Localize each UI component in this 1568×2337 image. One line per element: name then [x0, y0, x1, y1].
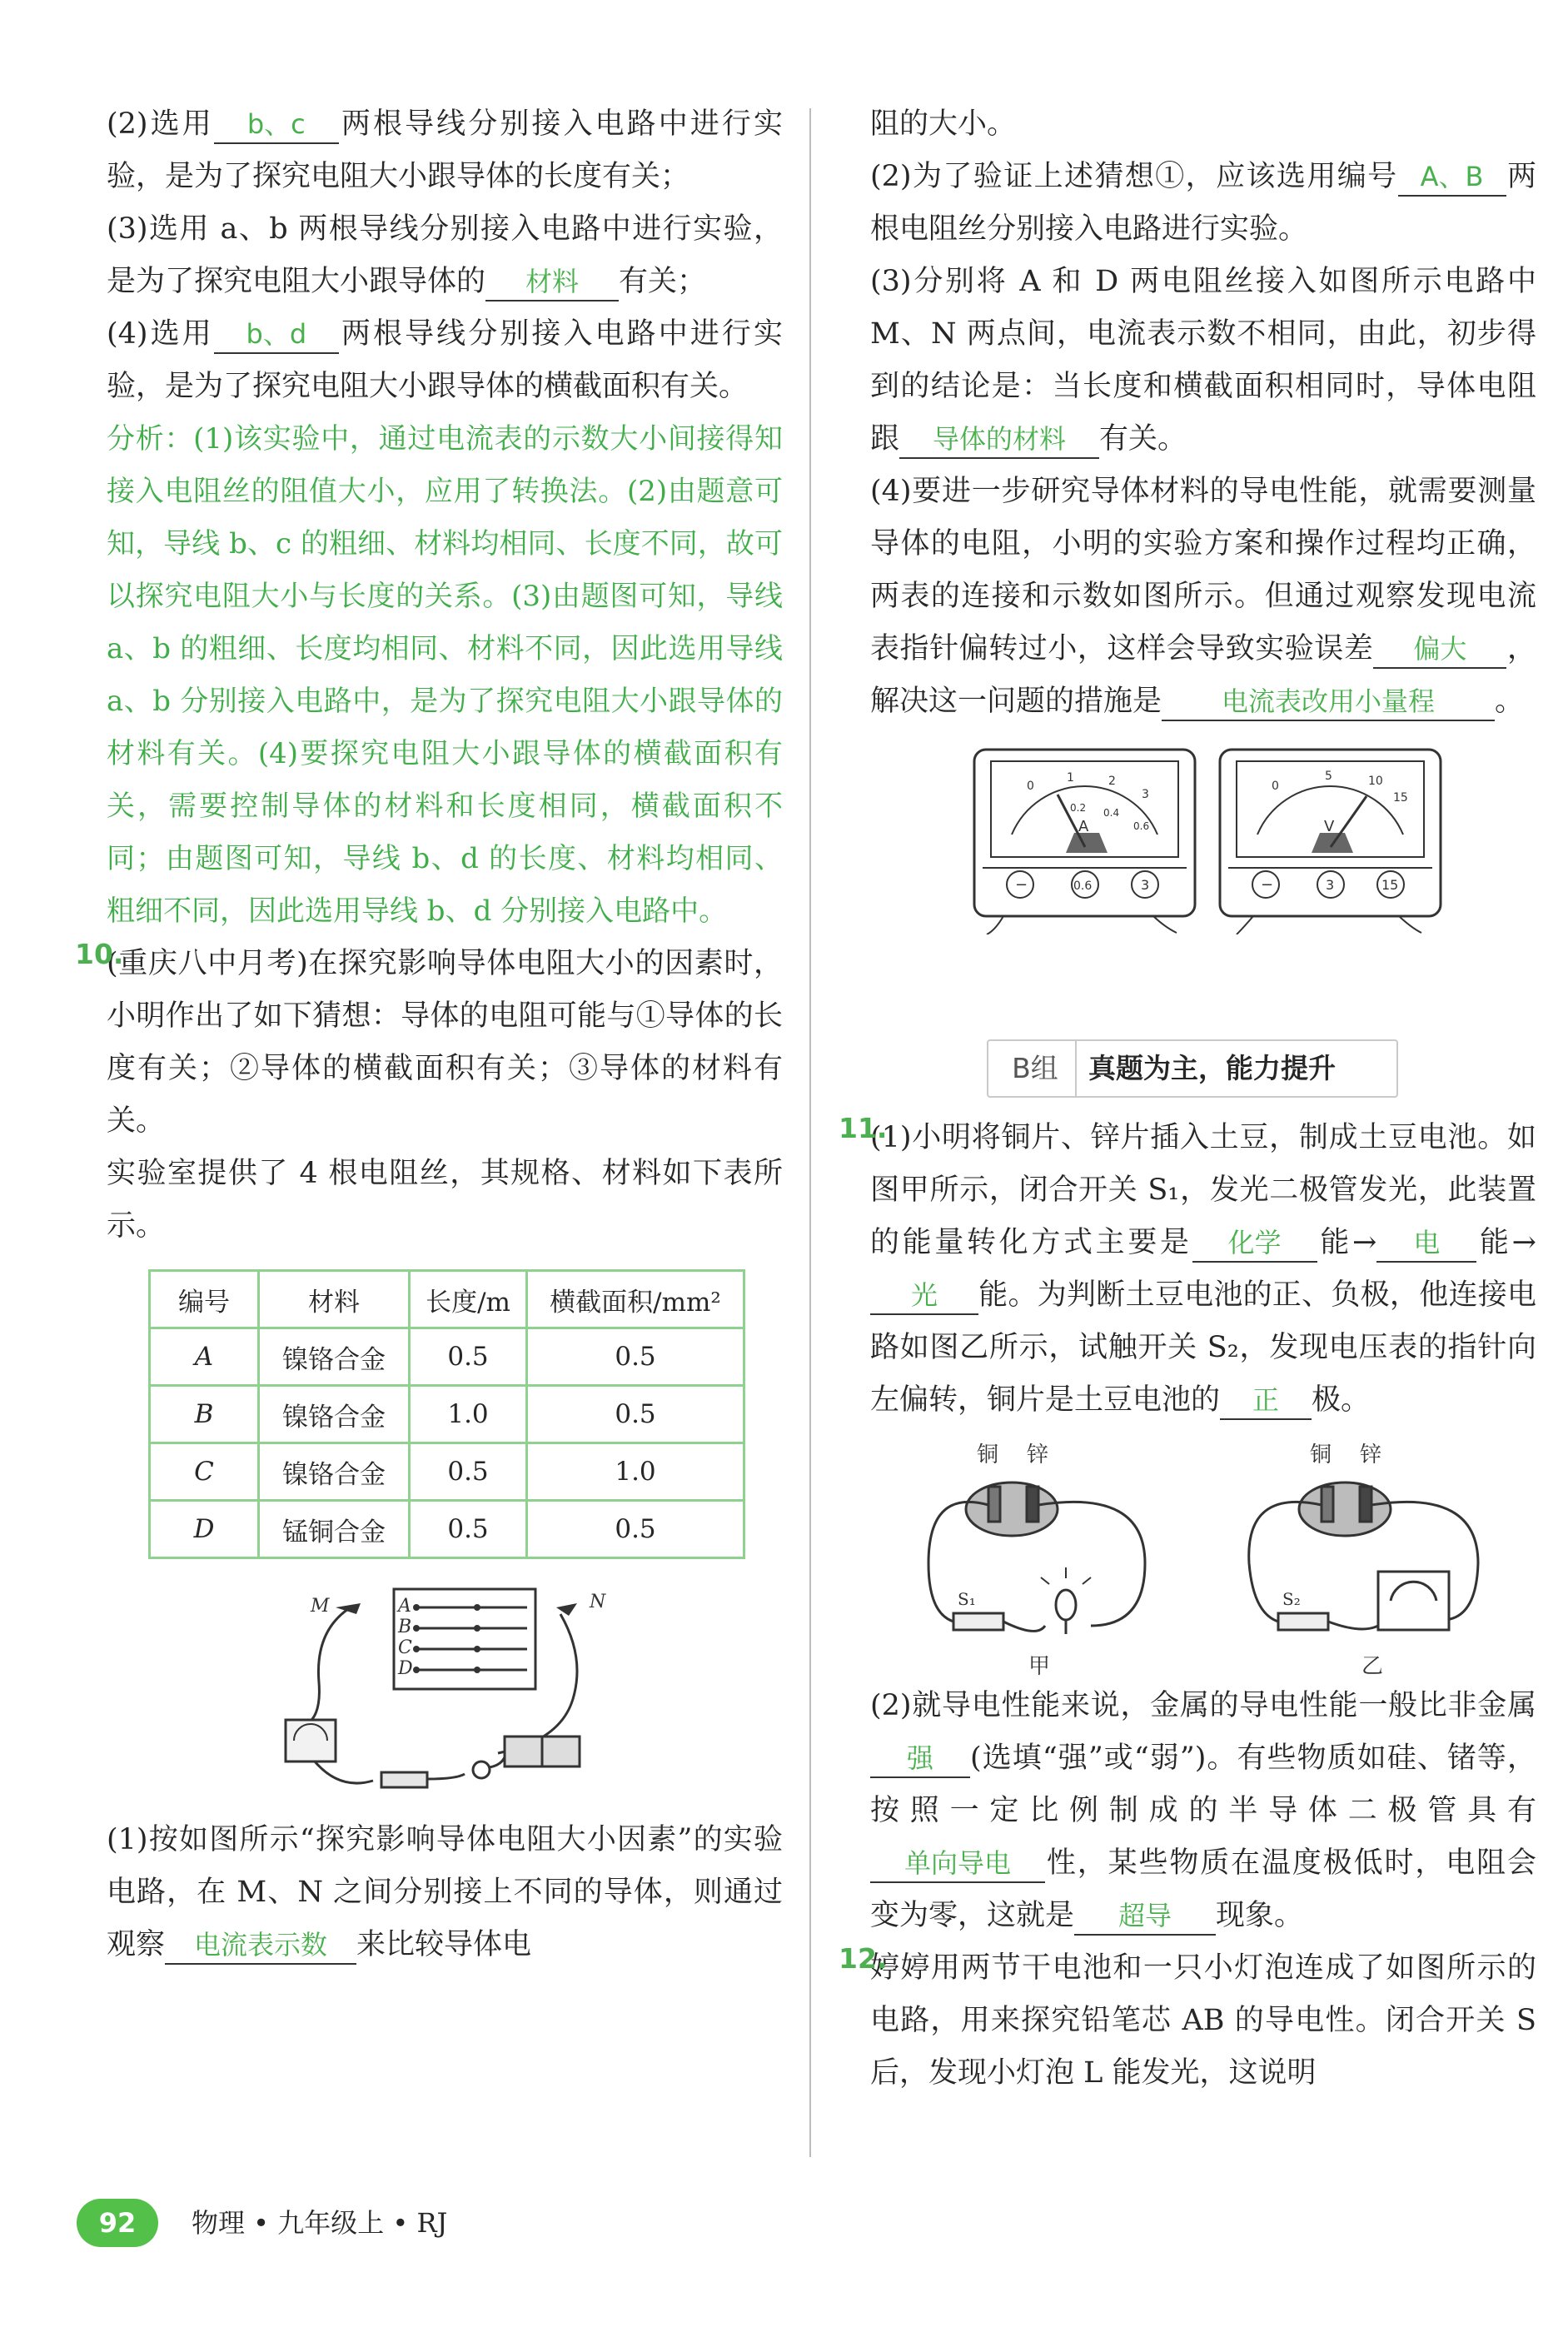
figure-yi-label: 乙	[1361, 1654, 1384, 1679]
table-cell: 0.5	[527, 1501, 744, 1558]
ammeter-letter: A	[1078, 818, 1089, 835]
switch-s2-label: S₂	[1282, 1589, 1301, 1609]
question-number: 12.	[839, 1942, 888, 1975]
section-title: 真题为主，能力提升	[1088, 1052, 1336, 1084]
answer-blank: 导体的材料	[899, 421, 1099, 459]
answer-blank: 电	[1376, 1224, 1476, 1263]
terminal-label: 15	[1381, 877, 1399, 893]
zinc-label: 锌	[1027, 1443, 1049, 1467]
voltmeter-tick: 5	[1325, 770, 1332, 783]
q10-part3: (3)分别将 A 和 D 两电阻丝接入如图所示电路中 M、N 两点间，电流表示数不相同，由此，初步得到的结论是：当长度和横截面积相同时，导体电阻跟 导体的材料 有关。	[870, 256, 1536, 466]
answer-blank: 偏大	[1373, 630, 1506, 669]
answer-blank: 强	[870, 1740, 970, 1778]
q11-part1: (1)小明将铜片、锌片插入土豆，制成土豆电池。如图甲所示，闭合开关 S₁，发光二极管发光，此装置的能量转化方式主要是 化学 能→ 电 能→光 能。为判断土豆电池的正、负极，他连接电路如图乙所示，试触开关 S₂，发现电压表的指针向左偏转，铜片是土豆电池的 正 极。	[870, 1112, 1536, 1427]
table-cell: 0.5	[527, 1386, 744, 1443]
answer-blank: 正	[1220, 1382, 1312, 1420]
copper-label: 铜	[1310, 1443, 1332, 1467]
footer-text: 物理 • 九年级上 • RJ	[192, 2207, 448, 2239]
ammeter-tick: 0	[1027, 780, 1034, 793]
table-row	[150, 1386, 744, 1443]
ammeter-subtick: 0.2	[1070, 802, 1087, 814]
resistance-wire-table	[148, 1269, 745, 1559]
q10-part2: (2)为了验证上述猜想①，应该选用编号 A、B 两根电阻丝分别接入电路进行实验。	[870, 160, 1536, 246]
question-number: 11.	[839, 1112, 888, 1144]
table-cell: 0.5	[410, 1501, 527, 1558]
zinc-label: 锌	[1360, 1443, 1382, 1467]
answer-blank: 单向导电	[870, 1845, 1045, 1883]
q9-part4: (4)选用 b、d 两根导线分别接入电路中进行实验，是为了探究电阻大小跟导体的横截面积有关。	[107, 317, 783, 403]
q10-part1: (1)按如图所示“探究影响导体电阻大小因素”的实验电路，在 M、N 之间分别接上不同的导体，则通过观察 电流表示数 来比较导体电	[107, 1814, 783, 1971]
terminal-label: 3	[1141, 877, 1150, 893]
terminal-label: 3	[1326, 877, 1335, 893]
table-cell: 0.5	[410, 1328, 527, 1386]
ammeter-tick: 1	[1067, 771, 1074, 785]
q9-part2: (2)选用 b、c 两根导线分别接入电路中进行实验，是为了探究电阻大小跟导体的长度有关；	[107, 107, 783, 193]
potato-circuit-diagram	[870, 1438, 1536, 1680]
ammeter-subtick: 0.4	[1103, 807, 1120, 819]
terminal-label: 0.6	[1073, 879, 1093, 893]
table-header-row	[150, 1271, 744, 1328]
page-number: 92	[77, 2199, 158, 2247]
label-b: B	[398, 1617, 412, 1637]
circuit-figure	[107, 1582, 783, 1807]
copper-label: 铜	[977, 1443, 999, 1467]
q12-text: 婷婷用两节干电池和一只小灯泡连成了如图所示的电路，用来探究铅笔芯 AB 的导电性。闭合开关 S 后，发现小灯泡 L 能发光，这说明	[870, 1951, 1536, 2090]
terminal-label: −	[1015, 876, 1028, 894]
voltmeter-letter: V	[1324, 818, 1335, 835]
label-m: M	[311, 1596, 330, 1617]
question-12	[839, 1942, 1536, 2100]
table-row	[150, 1443, 744, 1501]
q11-part2: (2)就导电性能来说，金属的导电性能一般比非金属强 (选填“强”或“弱”)。有些物质如硅、锗等，按照一定比例制成的半导体二极管具有单向导电 性，某些物质在温度极低时，电阻会变为零，这就是 超导 现象。	[870, 1680, 1536, 1942]
table-cell: C	[150, 1443, 259, 1501]
switch-s1-label: S₁	[958, 1589, 976, 1609]
section-tag	[987, 1039, 1398, 1098]
right-column-lower	[839, 1112, 1537, 2100]
voltmeter-tick: 0	[1272, 780, 1279, 793]
table-cell: 0.5	[527, 1328, 744, 1386]
answer-blank: 光	[870, 1277, 978, 1315]
table-cell: 锰铜合金	[259, 1501, 410, 1558]
table-cell: B	[150, 1386, 259, 1443]
table-header: 材料	[259, 1271, 410, 1328]
answer-blank: 超导	[1074, 1897, 1216, 1936]
terminal-label: −	[1261, 876, 1274, 894]
table-cell: A	[150, 1328, 259, 1386]
table-header: 编号	[150, 1271, 259, 1328]
question-11	[839, 1112, 1537, 1427]
q9-part3: (3)选用 a、b 两根导线分别接入电路中进行实验，是为了探究电阻大小跟导体的 材料 有关；	[107, 203, 783, 308]
q10-part4: (4)要进一步研究导体材料的导电性能，就需要测量导体的电阻，小明的实验方案和操作过程均正确，两表的连接和示数如图所示。但通过观察发现电流表指针偏转过小，这样会导致实验误差 偏大 ，解决这一问题的措施是 电流表改用小量程 。	[870, 466, 1536, 728]
table-cell: 镍铬合金	[259, 1443, 410, 1501]
table-cell: 镍铬合金	[259, 1386, 410, 1443]
answer-blank: b、d	[214, 316, 339, 354]
voltmeter-tick: 15	[1393, 791, 1408, 805]
label-n: N	[590, 1592, 606, 1612]
voltmeter-tick: 10	[1368, 775, 1383, 788]
table-cell: 0.5	[410, 1443, 527, 1501]
potato-battery-figure	[870, 1438, 1536, 1680]
answer-blank: 电流表示数	[165, 1926, 356, 1965]
label-a: A	[398, 1596, 411, 1617]
label-c: C	[398, 1637, 412, 1658]
question-10	[75, 938, 783, 1253]
table-header: 长度/m	[410, 1271, 527, 1328]
ammeter-tick: 2	[1108, 775, 1116, 788]
answer-blank: b、c	[214, 106, 339, 144]
question-number: 10.	[75, 938, 124, 970]
q10-intro: (重庆八中月考)在探究影响导体电阻大小的因素时，小明作出了如下猜想：导体的电阻可能与①导体的长度有关；②导体的横截面积有关；③导体的材料有关。	[107, 947, 783, 1138]
column-divider	[809, 108, 811, 2157]
right-column	[870, 98, 1536, 934]
meters-figure	[870, 743, 1536, 934]
ammeter-subtick: 0.6	[1133, 820, 1150, 832]
table-cell: 1.0	[527, 1443, 744, 1501]
circuit-diagram	[107, 1582, 783, 1807]
figure-jia-label: 甲	[1028, 1654, 1051, 1679]
answer-blank: A、B	[1398, 158, 1506, 197]
table-row	[150, 1328, 744, 1386]
q10-continuation: 阻的大小。	[870, 107, 1017, 141]
table-cell: D	[150, 1501, 259, 1558]
label-d: D	[398, 1658, 413, 1679]
table-cell: 1.0	[410, 1386, 527, 1443]
table-header: 横截面积/mm²	[527, 1271, 744, 1328]
answer-blank: 材料	[485, 263, 619, 301]
table-row	[150, 1501, 744, 1558]
meters-diagram	[870, 743, 1536, 934]
ammeter-tick: 3	[1142, 788, 1149, 801]
answer-blank: 化学	[1192, 1224, 1317, 1263]
analysis-text: 分析：(1)该实验中，通过电流表的示数大小间接得知接入电阻丝的阻值大小，应用了转换法。(2)由题意可知，导线 b、c 的粗细、材料均相同、长度不同，故可以探究电阻大小与长度的关系。(3)由题图可知，导线 a、b 的粗细、长度均相同、材料不同，因此选用导线 a、b 分别接入电路中，是为了探究电阻大小跟导体的材料有关。(4)要探究电阻大小跟导体的横截面积有关，需要控制导体的材料和长度相同，横截面积不同；由题图可知，导线 b、d 的长度、材料均相同、粗细不同，因此选用导线 b、d 分别接入电路中。	[107, 422, 783, 928]
section-group: B组	[995, 1041, 1077, 1096]
answer-blank: 电流表改用小量程	[1162, 683, 1495, 721]
left-column	[75, 98, 783, 1971]
table-cell: 镍铬合金	[259, 1328, 410, 1386]
q10-table-intro: 实验室提供了 4 根电阻丝，其规格、材料如下表所示。	[107, 1157, 783, 1243]
